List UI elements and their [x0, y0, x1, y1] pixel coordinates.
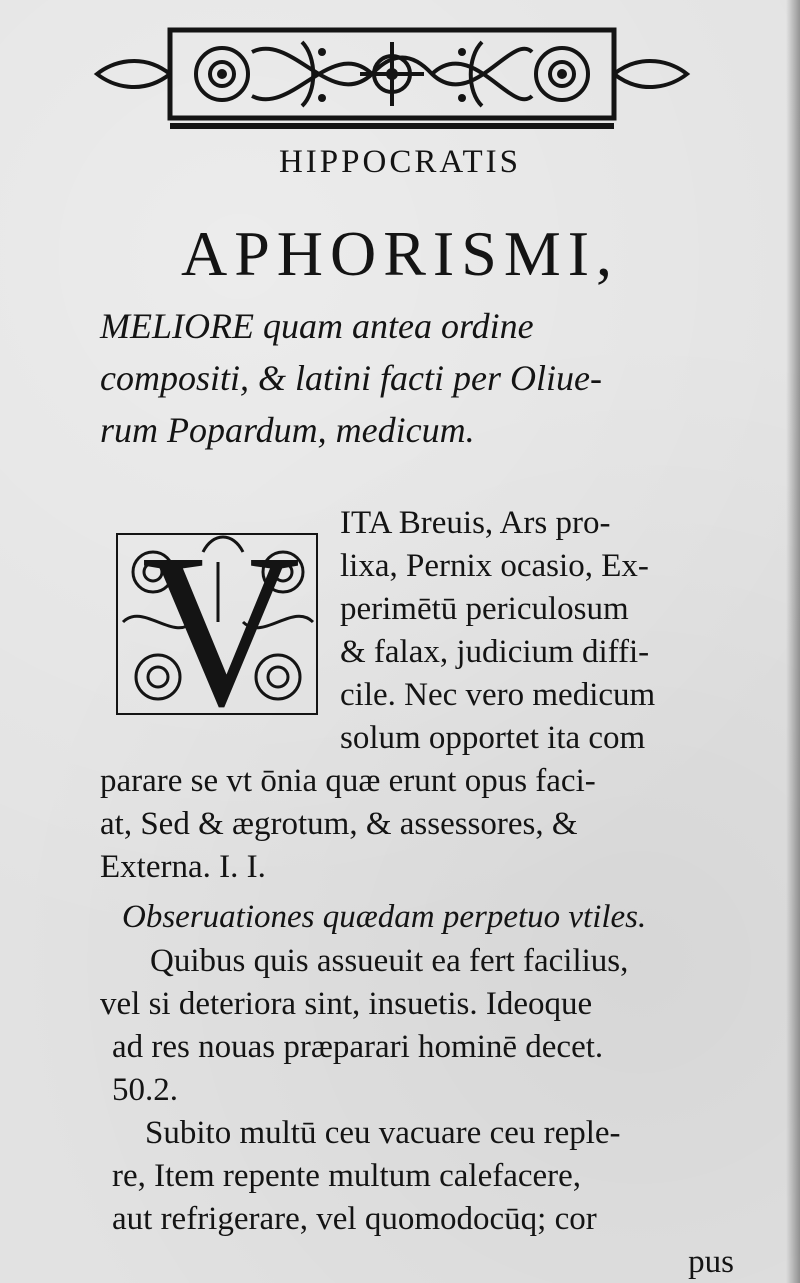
- initial-letter: V: [141, 512, 301, 722]
- aphorism-line: re, Item repente multum calefacere,: [112, 1158, 582, 1194]
- subtitle-line: compositi, & latini facti per Oliue-: [100, 358, 602, 398]
- aphorism-line: parare se vt ōnia quæ erunt opus faci-: [100, 763, 596, 799]
- decorated-initial: [113, 512, 331, 722]
- aphorism-line: ITA Breuis, Ars pro-: [340, 505, 611, 541]
- section-heading: Obseruationes quædam perpetuo vtiles.: [122, 899, 647, 935]
- page-title: APHORISMI,: [180, 218, 620, 289]
- aphorism-reference: 50.2.: [112, 1072, 178, 1108]
- subtitle-line: MELIORE quam antea ordine: [100, 306, 534, 346]
- catchword: pus: [688, 1244, 734, 1280]
- aphorism-line: Externa. I. I.: [100, 849, 266, 885]
- page-edge-shadow: [786, 0, 800, 1283]
- aphorism-line: ad res nouas præparari hominē decet.: [112, 1029, 604, 1065]
- aphorism-line: lixa, Pernix ocasio, Ex-: [340, 548, 649, 584]
- aphorism-line: solum opportet ita com: [340, 720, 646, 756]
- aphorism-line: perimētū periculosum: [340, 591, 629, 627]
- aphorism-line: aut refrigerare, vel quomodocūq; cor: [112, 1201, 597, 1237]
- aphorism-line: at, Sed & ægrotum, & assessores, &: [100, 806, 578, 842]
- running-title: HIPPOCRATIS: [278, 144, 522, 180]
- subtitle-line: rum Popardum, medicum.: [100, 410, 475, 450]
- aphorism-line: vel si deteriora sint, insuetis. Ideoque: [100, 986, 593, 1022]
- aphorism-line: Subito multū ceu vacuare ceu reple-: [145, 1115, 621, 1151]
- aphorism-line: Quibus quis assueuit ea fert facilius,: [150, 943, 629, 979]
- aphorism-line: & falax, judicium diffi-: [340, 634, 650, 670]
- ornamental-headpiece: [92, 22, 692, 132]
- aphorism-line: cile. Nec vero medicum: [340, 677, 656, 713]
- ornament-icon: [113, 512, 331, 722]
